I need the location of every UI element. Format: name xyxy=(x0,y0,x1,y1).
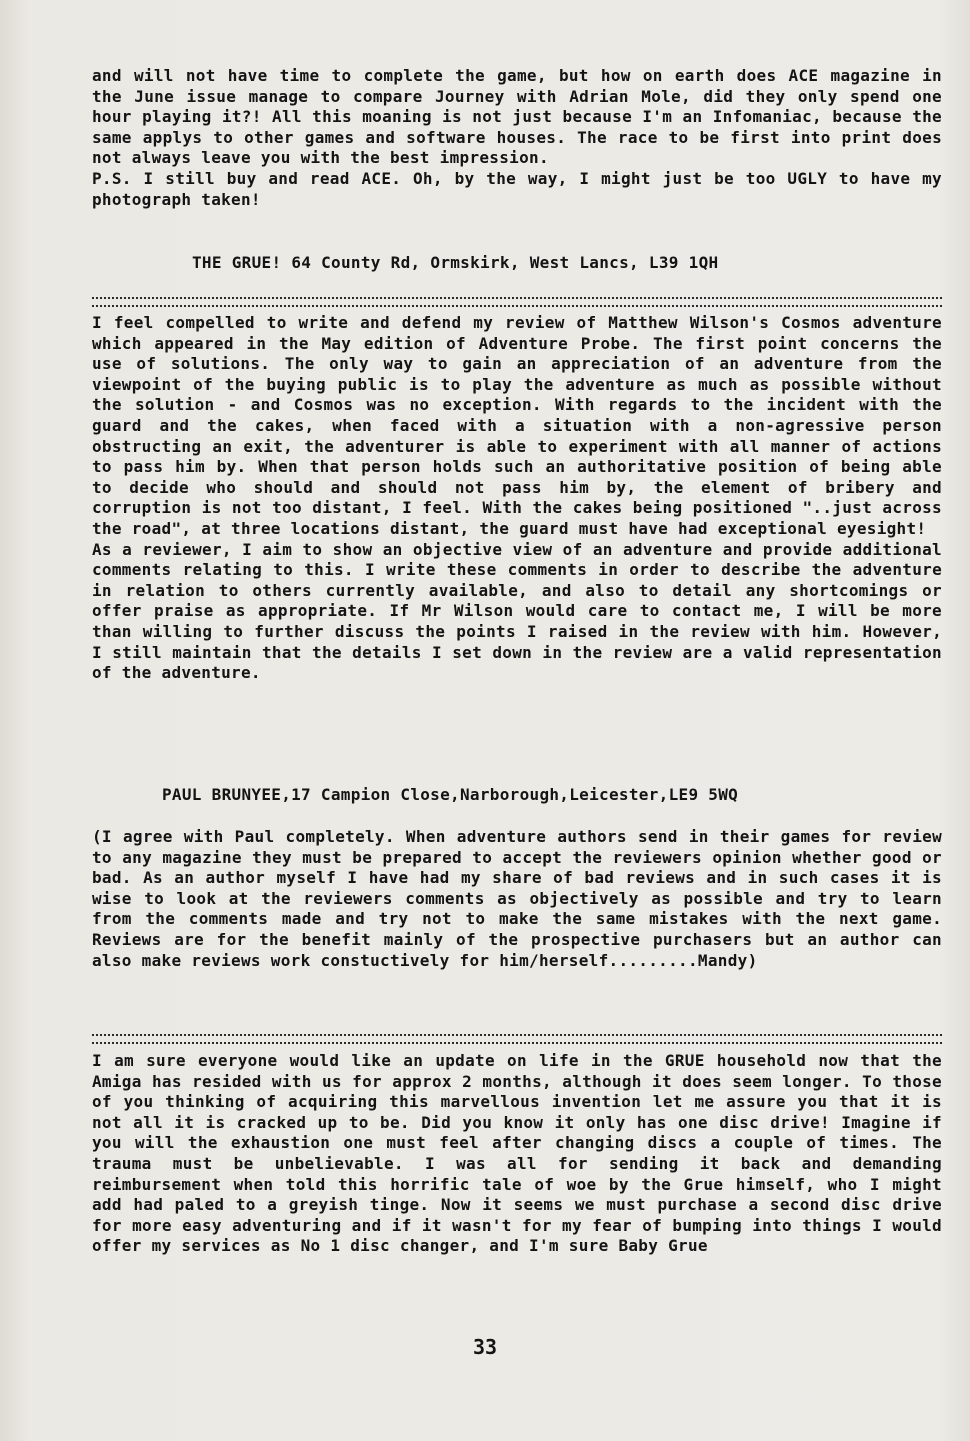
letter-paragraph: I feel compelled to write and defend my review of Matthew Wilson's Cosmos adventure which appeared in the May edition of Adventure Probe. The first point concerns the use of solutions. The only way to gain an appreciation of an adventure from the viewpoint of the buying public is to play the adventure as much as possible without the solution - and Cosmos was no exception. With regards to the incident with the guard and the cakes, when faced with a situation with a non-agressive person obstructing an exit, the adventurer is able to experiment with all manner of actions to pass him by. When that person holds such an authoritative position of being able to decide who should and should not pass him by, the element of bribery and corruption is not too distant, I feel. With the cakes being positioned "..just across the road", at three locations distant, the guard must have had exceptional eyesight! xyxy=(92,313,942,538)
letter-grue-continued xyxy=(92,66,942,210)
letter-body: I am sure everyone would like an update on life in the GRUE household now that the Amiga has resided with us for approx 2 months, although it does seem longer. To those of you thinking of acquiring this marvellous invention let me assure you that it is not all it is cracked up to be. Did you know it only has one disc drive! Imagine if you will the exhaustion one must feel after changing discs a couple of times. The trauma must be unbelievable. I was all for sending it back and demanding reimbursement when told this horrific tale of woe by the Grue himself, who I might add had paled to a greyish tinge. Now it seems we must purchase a second disc drive for more easy adventuring and if it wasn't for my fear of bumping into things I would offer my services as No 1 disc changer, and I'm sure Baby Grue xyxy=(92,1051,942,1256)
letter-postscript: P.S. I still buy and read ACE. Oh, by the way, I might just be too UGLY to have my photograph taken! xyxy=(92,168,942,209)
letter-paragraph: As a reviewer, I aim to show an objective view of an adventure and provide additional comments relating to this. I write these comments in order to describe the adventure in relation to others currently available, and also to detail any shortcomings or offer praise as appropriate. If Mr Wilson would care to contact me, I will be more than willing to further discuss the points I raised in the review with him. However, I still maintain that the details I set down in the review are a valid representation of the adventure. xyxy=(92,539,942,683)
editor-reply-text: (I agree with Paul completely. When adventure authors send in their games for review to any magazine they must be prepared to accept the reviewers opinion whether good or bad. As an author myself I have had my share of bad reviews and in such cases it is wise to look at the reviewers comments as objectively as possible and try to learn from the comments made and try not to make the same mistakes with the next game. Reviews are for the benefit mainly of the prospective purchasers but an author can also make reviews work constuctively for him/herself.........Mandy) xyxy=(92,827,942,970)
letter-brunyee xyxy=(92,313,942,684)
letter-grue-household xyxy=(92,1051,942,1257)
page-number: 33 xyxy=(472,1335,498,1359)
section-divider xyxy=(92,1034,942,1044)
editor-reply xyxy=(92,827,942,971)
letter-body: and will not have time to complete the game, but how on earth does ACE magazine in the June issue manage to compare Journey with Adrian Mole, did they only spend one hour playing it?! All this moaning is not just because I'm an Infomaniac, because the same applys to other games and software houses. The race to be first into print does not always leave you with the best impression. xyxy=(92,66,942,168)
letter-signature: PAUL BRUNYEE,17 Campion Close,Narborough,Leicester,LE9 5WQ xyxy=(162,785,739,804)
letter-signature: THE GRUE! 64 County Rd, Ormskirk, West Lancs, L39 1QH xyxy=(192,253,719,272)
section-divider xyxy=(92,297,942,307)
